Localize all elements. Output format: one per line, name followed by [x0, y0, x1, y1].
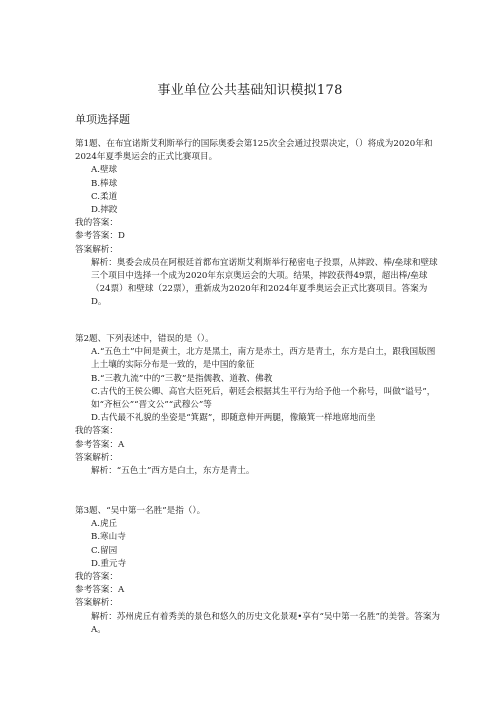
my-answer: 我的答案： — [75, 218, 118, 229]
question-stem: 第3题、“吴中第一名胜”是指（）。 — [75, 506, 206, 516]
analysis-label: 答案解析： — [75, 598, 118, 609]
option-b: B.寒山寺 — [91, 532, 126, 543]
option-c: C.古代的王侯公卿、高官大臣死后，朝廷会根据其生平行为给予他一个称号，叫做“谥号”，如“齐桓公”“晋文公”“武穆公”等 — [91, 386, 436, 411]
section-heading: 单项选择题 — [75, 113, 130, 126]
reference-answer: 参考答案：A — [75, 585, 125, 596]
analysis-text: 解析：“五色土”西方是白土，东方是青土。 — [91, 466, 255, 477]
question-1 — [75, 138, 440, 310]
analysis-text: 解析：苏州虎丘有着秀美的景色和悠久的历史文化景观•享有“吴中第一名胜”的美誉。答案为A。 — [91, 611, 441, 635]
question-stem: 第1题、在布宜诺斯艾利斯举行的国际奥委会第125次全会通过投票决定，（）将成为2020年和2024年夏季奥运会的正式比赛项目。 — [75, 139, 433, 163]
reference-answer: 参考答案：D — [75, 231, 125, 242]
question-3 — [75, 505, 440, 637]
question-2 — [75, 333, 440, 478]
option-a: A.“五色土”中间是黄土，北方是黑土，南方是赤土，西方是青土，东方是白土，跟我国版图上土壤的实际分布是一致的，是中国的象征 — [91, 347, 436, 371]
option-a: A.虎丘 — [91, 519, 118, 530]
analysis-label: 答案解析： — [75, 244, 118, 255]
option-b: B.“三教九流”中的“三教”是指儒教、道教、佛教 — [91, 373, 273, 384]
option-c: C.柔道 — [91, 191, 118, 202]
option-c: C.留园 — [91, 545, 118, 556]
analysis-label: 答案解析： — [75, 452, 118, 463]
option-b: B.棒球 — [91, 178, 118, 189]
analysis-text: 解析：奥委会成员在阿根廷首都布宜诺斯艾利斯举行秘密电子投票，从摔跤、棒/垒球和壁球三个项目中选择一个成为2020年东京奥运会的大项。结果，摔跤获得49票，超出棒/垒球（24票）和壁球（22票），重新成为2020年和2024年夏季奥运会正式比赛项目。答案为D。 — [91, 257, 438, 308]
my-answer: 我的答案： — [75, 426, 118, 437]
option-d: D.重元寺 — [91, 558, 127, 569]
option-d: D.古代最不礼貌的坐姿是“箕踞”，即随意伸开两腿，像簸箕一样地席地而坐 — [91, 413, 376, 424]
reference-answer: 参考答案：A — [75, 439, 125, 450]
my-answer: 我的答案： — [75, 572, 118, 583]
question-stem: 第2题、下列表述中，错误的是（）。 — [75, 334, 214, 344]
page-title: 事业单位公共基础知识模拟178 — [157, 83, 343, 98]
option-d: D.摔跤 — [91, 205, 118, 216]
option-a: A.壁球 — [91, 165, 118, 176]
